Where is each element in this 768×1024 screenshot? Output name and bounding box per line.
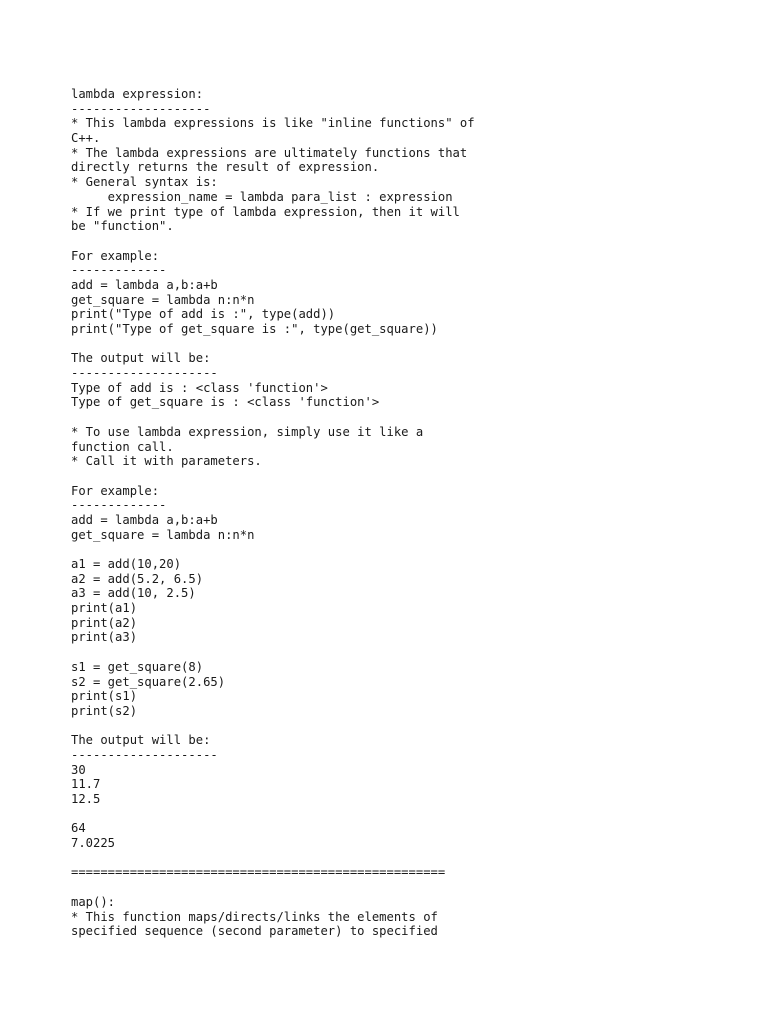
document-line: a2 = add(5.2, 6.5) (71, 571, 204, 586)
document-line: function call. (71, 439, 174, 454)
document-line: The output will be: (71, 733, 211, 748)
document-text (71, 87, 711, 939)
document-line (71, 645, 711, 660)
document-line: map(): (71, 894, 116, 909)
document-line: specified sequence (second parameter) to specified (71, 924, 438, 939)
document-line: a1 = add(10,20) (71, 557, 182, 571)
document-line: print(a3) (71, 630, 138, 645)
document-line: * To use lambda expression, simply use it like a (71, 424, 424, 439)
document-line: -------------------- (71, 366, 218, 381)
document-line: * Call it with parameters. (71, 454, 262, 469)
document-line: Type of add is : <class 'function'> (71, 380, 328, 395)
document-line: print(s1) (71, 689, 138, 704)
document-line: 12.5 (71, 792, 101, 806)
document-line: lambda expression: (71, 87, 204, 101)
document-line (71, 337, 711, 352)
document-line: get_square = lambda n:n*n (71, 527, 255, 542)
document-line: * The lambda expressions are ultimately functions that (71, 145, 468, 160)
document-line: get_square = lambda n:n*n (71, 292, 255, 307)
document-line (71, 234, 711, 249)
document-line (71, 880, 711, 895)
document-line: 11.7 (71, 777, 101, 792)
document-line: For example: (71, 248, 160, 263)
document-line: 64 (71, 821, 86, 836)
document-line: * This function maps/directs/links the elements of (71, 909, 438, 924)
document-line: print(s2) (71, 703, 138, 718)
document-line: * General syntax is: (71, 175, 218, 190)
document-line: directly returns the result of expression. (71, 160, 380, 175)
document-line: s2 = get_square(2.65) (71, 674, 226, 689)
document-line: C++. (71, 131, 101, 146)
document-line: 7.0225 (71, 836, 116, 851)
document-line: =================================================== (71, 865, 446, 880)
document-line: The output will be: (71, 351, 211, 366)
document-line: add = lambda a,b:a+b (71, 512, 218, 527)
document-line: a3 = add(10, 2.5) (71, 586, 196, 601)
document-line (71, 469, 711, 484)
document-line: ------------------- (71, 101, 211, 116)
document-line: * If we print type of lambda expression, then it will (71, 204, 460, 219)
document-line: be "function". (71, 219, 174, 234)
document-line: For example: (71, 483, 160, 498)
document-line (71, 542, 711, 557)
document-line: add = lambda a,b:a+b (71, 277, 218, 292)
document-line: Type of get_square is : <class 'function'> (71, 395, 380, 410)
document-line (71, 410, 711, 425)
document-line: print(a2) (71, 615, 138, 630)
document-line: ------------- (71, 498, 167, 513)
document-line (71, 851, 711, 866)
document-line: * This lambda expressions is like "inline functions" of (71, 116, 475, 131)
document-line: expression_name = lambda para_list : expression (71, 189, 453, 204)
document-line: 30 (71, 762, 86, 777)
document-line (71, 719, 711, 734)
document-line: ------------- (71, 263, 167, 278)
document-line: -------------------- (71, 747, 218, 762)
document-line: print("Type of get_square is :", type(get_square)) (71, 322, 438, 336)
document-line (71, 807, 711, 822)
document-line: print("Type of add is :", type(add)) (71, 307, 336, 322)
document-line: s1 = get_square(8) (71, 659, 204, 674)
document-line: print(a1) (71, 601, 138, 616)
